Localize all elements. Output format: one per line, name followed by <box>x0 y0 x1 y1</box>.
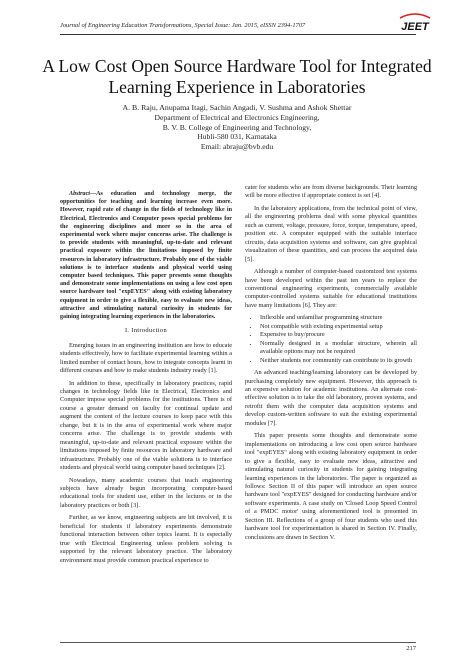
list-item: • Inflexible and unfamiliar programming structure <box>259 314 417 322</box>
header-rule <box>60 34 416 35</box>
logo-arc <box>400 14 430 18</box>
affiliation-line: B. V. B. College of Engineering and Technology, <box>162 122 312 132</box>
body-paragraph: In addition to these, specifically in laboratory practices, rapid changes in technology fields like in Electrical, Electronics and Computer impose special problems for the institutions. There is of course a greater demand on faculty for continual update and augment the content of the lecture courses to keep pace with this change, but it is in the area of experimental work where major concerns arise. The challenge is to provide students with meaningful, up-to-date and relevant practical exposure within the limitations imposed by finite resources in laboratory hardware and infrastructure. Probably one of the viable solutions is to interface students and physical world using computer based techniques [2]. <box>60 379 232 472</box>
body-paragraph: This paper presents some thoughts and demonstrate some implementations on introducing a low cost open source hardware tool "expEYES" along with existing laboratory equipment in order to give a flexible, easy to evaluate new ideas, attractive and stimulating natural curiosity in students for gaining integrating learning experiences in the laboratories. The paper is organized as follows: Section II of this paper will introduce an open source hardware tool "expEYES" designed for conducting hardware and/or software experiments. A case study on 'Closed Loop Speed Control of a PMDC motor' using aforementioned tool is presented in Section III. Reflections of a group of four students who used this hardware tool for experimentation is shared in Section IV. Finally, conclusions are drawn in Section V. <box>245 432 417 541</box>
jeet-logo-graphic <box>396 12 434 34</box>
body-paragraph: Although a number of computer-based customized test systems have been developed within the past ten years to replace the conventional engineering experiments, commercially available computer-controlled systems suitable for educational institutions have many limitations [6]. They are: <box>245 268 417 309</box>
body-paragraph: Further, as we know, engineering subjects are bit involved, it is beneficial for students if laboratory experiments demonstrate functional interaction between other topics learnt. It is especially true with Electrical Engineering unless problem solving is supported by the relevant laboratory practice. The laboratory environment must provide common practical experience to <box>60 514 232 564</box>
paper-title: A Low Cost Open Source Hardware Tool for Integrated Learning Experience in Laboratories <box>42 56 432 97</box>
author-block <box>80 103 394 151</box>
body-paragraph: cater for students who are from diverse backgrounds. Their learning will be more effective if appropriate context is set [4]. <box>245 184 417 200</box>
author-names: A. B. Raju, Anupama Itagi, Sachin Angadi, V. Sushma and Ashok Shettar <box>122 103 352 112</box>
body-paragraph: An advanced teaching/learning laboratory can be developed by purchasing completely new equipment. However, this approach is an expensive solution for academic institutions. An alternate cost-effective solution is to take the old laboratory, proven systems, and retrofit them with the computer data acquisition systems and develop custom-written software to suit the existing experimental modules [7]. <box>245 369 417 427</box>
body-paragraph: Emerging issues in an engineering institution are how to educate students effectively, how to facilitate experimental learning within a limited number of contact hours, how to integrate concepts learnt in different courses and how to make students industry ready [1]. <box>60 341 232 375</box>
left-column <box>60 190 232 569</box>
author-email: Email: abraju@bvb.edu <box>200 141 274 151</box>
limitations-list <box>245 314 417 365</box>
footer-rule <box>60 642 416 643</box>
list-item: • Expensive to buy/procure <box>259 331 417 339</box>
list-item: • Normally designed in a modular structure, wherein all available options may not be required <box>259 340 417 357</box>
section-heading-introduction: I. Introduction <box>124 327 168 335</box>
affiliation-line: Department of Electrical and Electronics Engineering, <box>154 113 320 123</box>
page-number: 217 <box>406 645 416 652</box>
abstract <box>60 190 232 321</box>
body-paragraph: Nowadays, many academic courses that teach engineering subjects have already begun incorporating computer-based educational tools for student use, either in the lectures or in the laboratory practices or both [3]. <box>60 476 232 509</box>
abstract-label: Abstract <box>69 191 90 197</box>
right-column <box>245 184 417 546</box>
list-item: • Not compatible with existing experimental setup <box>259 323 417 331</box>
affiliation-line: Hubli-580 031, Karnataka <box>197 132 277 142</box>
logo-text: JEET <box>401 21 429 33</box>
list-item: • Neither students nor community can contribute to its growth <box>259 357 417 365</box>
body-paragraph: In the laboratory applications, from the technical point of view, all the engineering problems deal with some physical quantities such as current, voltage, pressure, force, torque, temperature, speed, position etc. A computer equipped with the suitable interface circuits, data acquisition systems and software, can give graphical visualization of these quantities, and can process the acquired data [5]. <box>245 204 417 263</box>
journal-header-line: Journal of Engineering Education Transformations, Special Issue: Jan. 2015, eISSN 2394-1707 <box>60 22 306 29</box>
jeet-logo <box>396 12 434 34</box>
abstract-text: —As education and technology merge, the opportunities for teaching and learning increase even more. However, rapid rate of change in the fields of technology like in Electrical, Electronics and Computer poses special problems for the engineering disciplines and more so in the area of experimental work where major concerns arise. The challenge is to provide students with meaningful, up-to-date and relevant practical exposure within the limitations imposed by finite resources in laboratory infrastructure. Probably one of the viable solutions is to interface students and physical world using computer based techniques. This paper presents some thoughts and demonstrate some implementations on using a low cost open source hardware tool "expEYES" along with existing laboratory equipment in order to give a flexible, easy to evaluate new ideas, attractive and stimulating natural curiosity in students for gaining integrating learning experiences in the laboratories. <box>60 191 232 321</box>
